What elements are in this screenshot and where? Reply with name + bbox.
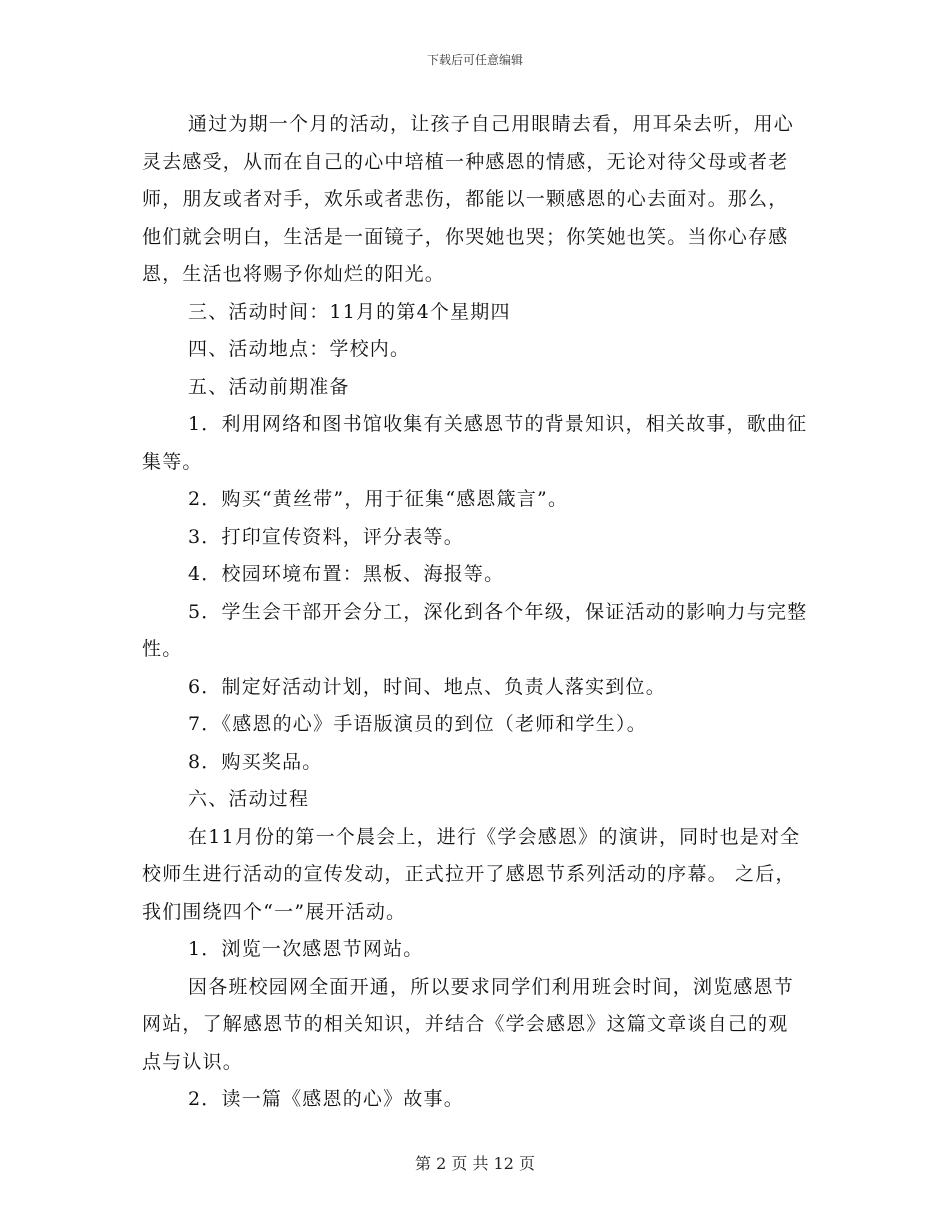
paragraph-intro: 通过为期一个月的活动，让孩子自己用眼睛去看，用耳朵去听，用心灵去感受，从而在自己的心中培植一种感恩的情感，无论对待父母或者老师，朋友或者对手，欢乐或者悲伤，都能以一颗感恩的心去面对。那么，他们就会明白，生活是一面镜子，你哭她也哭；你笑她也笑。当你心存感恩，生活也将赐予你灿烂的阳光。 <box>142 113 795 285</box>
paragraph-activity-location: 四、活动地点：学校内。 <box>188 338 411 360</box>
section-heading-preparation: 五、活动前期准备 <box>188 375 350 398</box>
list-item-prep-3: 3．打印宣传资料，评分表等。 <box>188 525 464 548</box>
section-heading-process: 六、活动过程 <box>188 788 310 810</box>
list-item-prep-1: 1．利用网络和图书馆收集有关感恩节的背景知识，相关故事，歌曲征集等。 <box>142 413 808 473</box>
document-body <box>142 106 808 1119</box>
paragraph-activity-time: 三、活动时间：11月的第4个星期四 <box>188 300 511 323</box>
list-item-process-2: 2．读一篇《感恩的心》故事。 <box>188 1088 464 1110</box>
paragraph-process-1-detail: 因各班校园网全面开通，所以要求同学们利用班会时间，浏览感恩节网站，了解感恩节的相关知识，并结合《学会感恩》这篇文章谈自己的观点与认识。 <box>142 975 795 1073</box>
page-header: 下载后可任意编辑 <box>426 53 523 67</box>
list-item-prep-4: 4．校园环境布置：黑板、海报等。 <box>188 563 505 585</box>
list-item-prep-5: 5．学生会干部开会分工，深化到各个年级，保证活动的影响力与完整性。 <box>142 600 808 660</box>
page-number-footer: 第 2 页 共 12 页 <box>415 1154 535 1173</box>
list-item-prep-8: 8．购买奖品。 <box>188 750 323 773</box>
list-item-prep-7: 7．《感恩的心》手语版演员的到位（老师和学生）。 <box>188 713 647 735</box>
paragraph-process-intro: 在11月份的第一个晨会上，进行《学会感恩》的演讲，同时也是对全校师生进行活动的宣传发动，正式拉开了感恩节系列活动的序幕。 之后，我们围绕四个“一”展开活动。 <box>142 825 801 923</box>
list-item-process-1: 1．浏览一次感恩节网站。 <box>188 938 424 960</box>
list-item-prep-2: 2．购买“黄丝带”，用于征集“感恩箴言”。 <box>188 488 569 510</box>
list-item-prep-6: 6．制定好活动计划，时间、地点、负责人落实到位。 <box>188 675 666 698</box>
